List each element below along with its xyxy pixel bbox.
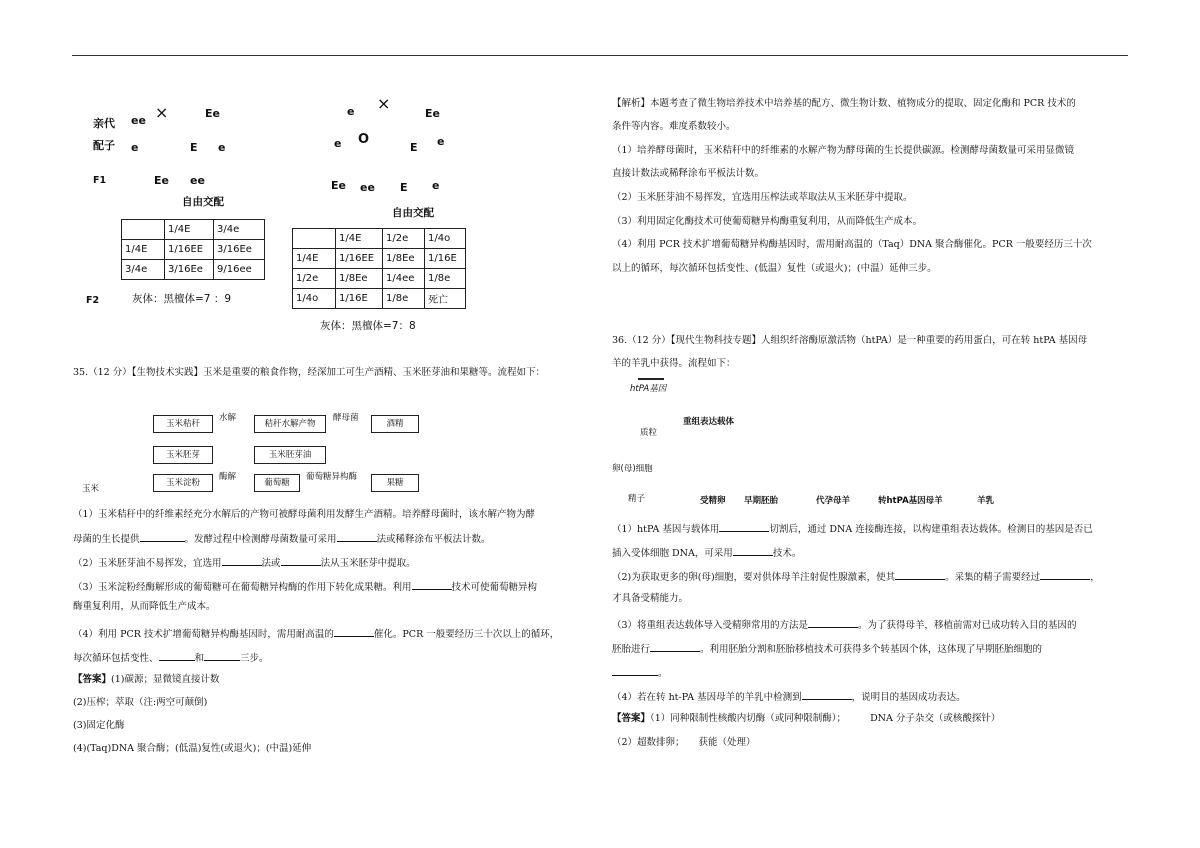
flow-label-gene: htPA基因 (630, 384, 667, 394)
flow-label-isomerase: 葡萄糖异构酶 (306, 472, 358, 482)
analysis-line: 直接计数法或稀释涂布平板法计数。 (612, 168, 765, 179)
flow-box-germ: 玉米胚芽 (153, 446, 213, 464)
f1-genotype: E (400, 181, 408, 194)
table-cell: 1/4E (165, 220, 214, 240)
gamete-e: e (334, 137, 342, 150)
cross-symbol: × (377, 94, 391, 113)
flow-label-sperm: 精子 (628, 494, 646, 504)
table-cell: 1/4E (122, 240, 165, 260)
f1-genotype: Ee (331, 179, 346, 192)
flow-label-enzyme: 酶解 (219, 472, 237, 482)
q35-part1-line1: （1）玉米秸秆中的纤维素经充分水解后的产物可被酵母菌利用发酵生产酒精。培养酵母菌时，该水解产物为酵 (73, 509, 536, 520)
table-cell: 1/4E (336, 229, 383, 249)
analysis-line: （4）利用 PCR 技术扩增葡萄糖异构酶基因时，需用耐高温的（Taq）DNA 聚合酶催化。PCR 一般要经历三十次 (612, 239, 1092, 250)
flow-label-zygote: 受精卵 (700, 496, 726, 506)
flow-label-embryo: 早期胚胎 (744, 496, 779, 506)
flow-box-glucose: 葡萄糖 (254, 474, 300, 492)
table-row (122, 260, 265, 280)
ratio-right: 灰体：黑檀体=7：8 (320, 320, 416, 332)
flow-box-starch: 玉米淀粉 (153, 474, 213, 492)
parent-b: Ee (205, 107, 220, 120)
table-row (122, 220, 265, 240)
parent-b: Ee (425, 107, 440, 120)
gamete-O: O (358, 132, 370, 147)
table-row (122, 240, 265, 260)
ratio-left: 灰体：黑檀体=7 ：9 (132, 293, 231, 305)
table-cell: 1/2e (383, 229, 425, 249)
table-cell: 1/8Ee (383, 249, 425, 269)
flow-label-plasmid: 质粒 (640, 428, 658, 438)
table-cell: 1/16EE (336, 249, 383, 269)
f1-genotype: e (432, 179, 440, 192)
flow-box-stalk: 玉米秸秆 (153, 415, 213, 433)
q35-part1-line2: 母菌的生长提供 。发酵过程中检测酵母菌数量可采用 法或稀释涂布平板法计数。 (73, 531, 491, 546)
analysis-line: 条件等内容。难度系数较小。 (612, 121, 736, 132)
punnett-table-left (121, 219, 265, 280)
f1-genotype: ee (190, 174, 205, 187)
q35-answer-line4: (4)(Taq)DNA 聚合酶；(低温)复性(或退火)；(中温)延伸 (73, 743, 312, 754)
table-row (293, 249, 466, 269)
flow-label-yeast: 酵母菌 (333, 413, 359, 423)
gamete-e: e (218, 141, 226, 154)
table-cell: 死亡 (425, 289, 466, 309)
milk-beaker-icon (980, 462, 996, 486)
q35-part3-line2: 酶重复利用，从而降低生产成本。 (73, 601, 216, 612)
table-cell: 1/16E (336, 289, 383, 309)
table-cell: 1/4o (425, 229, 466, 249)
header-rule (72, 55, 1128, 56)
parent-a: e (347, 105, 355, 118)
q36-part1-line2: 插入受体细胞 DNA，可采用 技术。 (612, 545, 801, 560)
flow-label-surrogate: 代孕母羊 (816, 496, 851, 506)
flow-box-germ-oil: 玉米胚芽油 (254, 446, 326, 464)
table-cell: 1/4o (293, 289, 336, 309)
q36-answer-line2: （2）超数排卵； 获能（处理） (612, 737, 756, 748)
corn-label: 玉米 (82, 484, 100, 494)
q35-part2: （2）玉米胚芽油不易挥发，宜选用 法或 法从玉米胚芽中提取。 (73, 555, 416, 570)
analysis-line: （3）利用固定化酶技术可使葡萄糖异构酶重复利用，从而降低生产成本。 (612, 216, 923, 227)
analysis-line: 以上的循环，每次循环包括变性、(低温）复性（或退火)；(中温）延伸三步。 (612, 263, 937, 274)
table-row (293, 229, 466, 249)
q36-title-line2: 羊的羊乳中获得。流程如下： (612, 358, 736, 369)
q36-title-line1: 36.（12 分）【现代生物科技专题】人组织纤溶酶原激活物（htPA）是一种重要的药用蛋白，可在转 htPA 基因母 (612, 335, 1088, 346)
table-cell: 3/16Ee (165, 260, 214, 280)
table-cell: 1/8e (383, 289, 425, 309)
flow-box-fructose: 果糖 (371, 474, 419, 492)
f1-genotype: Ee (154, 174, 169, 187)
table-cell: 1/16E (425, 249, 466, 269)
gamete-e: e (131, 141, 139, 154)
table-cell (293, 229, 336, 249)
table-cell: 3/4e (122, 260, 165, 280)
q35-part4-line2: 每次循环包括变性、 和 三步。 (73, 650, 269, 665)
analysis-line: 【解析】本题考查了微生物培养技术中培养基的配方、微生物计数、植物成分的提取、固定化酶和 PCR 技术的 (612, 98, 1076, 109)
q35-title: 35.（12 分）【生物技术实践】玉米是重要的粮食作物，经深加工可生产酒精、玉米胚芽油和果糖等。流程如下： (73, 367, 545, 378)
flow-label-milk: 羊乳 (977, 496, 995, 506)
flow-label-vector: 重组表达载体 (683, 417, 735, 427)
parents-label: 亲代 (93, 117, 115, 130)
table-cell: 1/8e (425, 269, 466, 289)
parent-a: ee (131, 114, 146, 127)
q36-part2-line1: （2)为获取更多的卵(母)细胞，要对供体母羊注射促性腺激素，使其 。采集的精子需要经过 ， (612, 569, 1100, 584)
flow-label-hydrolysis: 水解 (219, 413, 237, 423)
q35-answer-line2: (2)压榨；萃取（注:两空可颠倒) (73, 697, 208, 708)
table-cell: 3/4e (214, 220, 265, 240)
flow-box-hydrolysis-product: 秸秆水解产物 (254, 415, 326, 433)
flow-box-alcohol: 酒精 (371, 415, 419, 433)
gamete-E: E (410, 141, 418, 154)
mating-label: 自由交配 (182, 196, 224, 208)
analysis-line: （1）培养酵母菌时，玉米秸秆中的纤维素的水解产物为酵母菌的生长提供碳源。检测酵母菌数量可采用显微镜 (612, 145, 1075, 156)
q36-answer-line1: 【答案】（1）同种限制性核酸内切酶（或同种限制酶）； DNA 分子杂交（或核酸探针） (612, 713, 1001, 724)
table-cell: 1/2e (293, 269, 336, 289)
mating-label: 自由交配 (392, 207, 434, 219)
table-cell: 9/16ee (214, 260, 265, 280)
q36-part4: （4）若在转 ht-PA 基因母羊的羊乳中检测到 ，说明目的基因成功表达。 (612, 689, 966, 704)
q35-part3-line1: （3）玉米淀粉经酶解形成的葡萄糖可在葡萄糖异构酶的作用下转化成果糖。利用 技术可使葡萄糖异构 (73, 579, 537, 594)
embryo-icon (749, 458, 775, 480)
table-row (293, 269, 466, 289)
flow-label-egg: 卵(母)细胞 (612, 464, 653, 474)
gene-bar-icon (638, 378, 664, 380)
gamete-e: e (437, 135, 445, 148)
f2-label: F2 (86, 295, 100, 306)
gametes-label: 配子 (93, 139, 115, 152)
table-cell: 1/16EE (165, 240, 214, 260)
q36-part1-line1: （1）htPA 基因与载体用 切割后，通过 DNA 连接酶连接，以构建重组表达载体。检测目的基因是否已 (612, 521, 1093, 536)
analysis-line: （2）玉米胚芽油不易挥发，宜选用压榨法或萃取法从玉米胚芽中提取。 (612, 192, 913, 203)
q36-part3-line2: 胚胎进行 。利用胚胎分割和胚胎移植技术可获得多个转基因个体，这体现了早期胚胎细胞的 (612, 641, 1042, 656)
table-cell: 1/8Ee (336, 269, 383, 289)
table-cell: 3/16Ee (214, 240, 265, 260)
table-cell (122, 220, 165, 240)
table-cell: 1/4E (293, 249, 336, 269)
gamete-E: E (190, 141, 198, 154)
q35-answer-line3: (3)固定化酶 (73, 720, 125, 731)
table-cell: 1/4ee (383, 269, 425, 289)
q36-part3-line3: 。 (612, 665, 668, 680)
flow-label-transgenic: 转htPA基因母羊 (878, 496, 943, 506)
q36-part3-line1: （3）将重组表达载体导入受精卵常用的方法是 。为了获得母羊，移植前需对已成功转入目的基因的 (612, 617, 1077, 632)
f1-genotype: ee (360, 181, 375, 194)
q35-part4-line1: （4）利用 PCR 技术扩增葡萄糖异构酶基因时，需用耐高温的 催化。PCR 一般要经历三十次以上的循环， (73, 626, 559, 641)
table-row (293, 289, 466, 309)
q36-part2-line2: 才具备受精能力。 (612, 593, 689, 604)
punnett-table-right (292, 228, 466, 309)
f1-label: F1 (93, 175, 107, 186)
q35-answer-line1: 【答案】(1)碳源；显微镜直接计数 (73, 674, 220, 685)
cross-symbol: × (155, 103, 169, 122)
